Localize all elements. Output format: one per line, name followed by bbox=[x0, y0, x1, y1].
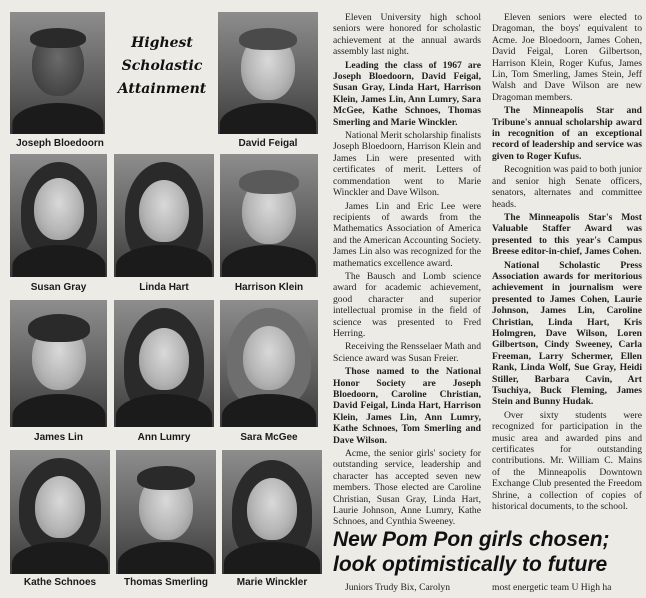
portrait-photo bbox=[10, 154, 107, 277]
student-name: James Lin bbox=[34, 432, 83, 443]
article-paragraph: Receiving the Rensselaer Math and Science award was Susan Freier. bbox=[333, 341, 481, 364]
article-paragraph: Recognition was paid to both junior and senior high Senate officers, senators, alternates and committee heads. bbox=[492, 164, 642, 210]
student-name: Marie Winckler bbox=[236, 577, 308, 588]
student-name: Harrison Klein bbox=[234, 282, 304, 293]
student-name: Joseph Bloedoorn bbox=[16, 138, 104, 149]
section-title bbox=[112, 32, 212, 101]
story-lead-left: Juniors Trudy Bix, Carolyn bbox=[345, 582, 451, 593]
article-paragraph: Over sixty students were recognized for participation in the music area and awarded pins and certificates for outstanding contributions. Mr. William C. Mains of the Minneapolis Downtown Exchange Club presented the Freedom Shrine, a collection of copies of historical documents, to the school. bbox=[492, 409, 642, 513]
student-name: Ann Lumry bbox=[137, 432, 191, 443]
portrait-photo bbox=[10, 450, 110, 574]
article-paragraph: The Minneapolis Star's Most Valuable Staffer Award was presented to this year's Campus Breese editor-in-chief, James Cohen. bbox=[492, 211, 642, 258]
article-paragraph: Those named to the National Honor Society are Joseph Bloedoorn, Caroline Christian, David Feigal, Linda Hart, Harrison Klein, James Lin, Ann Lumry, Kathe Schnoes, Tom Smerling and Dave Wilson. bbox=[333, 366, 481, 446]
student-name: Susan Gray bbox=[30, 282, 87, 293]
headline-line: look optimistically to future bbox=[333, 553, 608, 576]
student-name: Sara McGee bbox=[240, 432, 298, 443]
portrait-photo bbox=[218, 12, 318, 134]
article-paragraph: The Minneapolis Star and Tribune's annual scholarship award in recognition of an exceptional record of leadership and service was given to Roger Kufus. bbox=[492, 105, 642, 162]
article-column-2 bbox=[492, 12, 642, 514]
portrait-photo bbox=[114, 154, 214, 277]
portrait-photo bbox=[220, 154, 318, 277]
portrait-photo bbox=[222, 450, 322, 574]
student-name: Kathe Schnoes bbox=[23, 577, 97, 588]
article-paragraph: Leading the class of 1967 are Joseph Bloedoorn, David Feigal, Susan Gray, Linda Hart, Harrison Klein, James Lin, Ann Lumry, Sara McGee, Kathe Schnoes, Thomas Smerling and Marie Winckler. bbox=[333, 59, 481, 128]
article-paragraph: National Merit scholarship finalists Joseph Bloedoorn, Harrison Klein and James Lin were presented with certificates of merit. Letters of commendation went to Marie Winckler and Dave Wilson. bbox=[333, 130, 481, 199]
portrait-photo bbox=[114, 300, 214, 427]
portrait-photo bbox=[220, 300, 318, 427]
student-name: Thomas Smerling bbox=[124, 577, 208, 588]
article-paragraph: Acme, the senior girls' society for outstanding service, leadership and character has accepted seven new members. Those elected are Caroline Christian, Susan Gray, Linda Hart, Laurie Johnson, Anne Lumry, Kathe Schnoes, and Cynthia Sweeney. bbox=[333, 448, 481, 528]
portrait-photo bbox=[10, 300, 107, 427]
student-name: Linda Hart bbox=[139, 282, 189, 293]
title-line: Highest bbox=[131, 35, 193, 51]
article-paragraph: James Lin and Eric Lee were recipients of awards from the Mathematics Association of America and the American Accounting Society. James Lin also was recognized for the mathematics excellence award. bbox=[333, 200, 481, 269]
title-line: Attainment bbox=[117, 81, 207, 97]
student-name: David Feigal bbox=[238, 138, 298, 149]
title-line: Scholastic bbox=[121, 58, 203, 74]
article-paragraph: Eleven University high school seniors were honored for scholastic achievement at the annual awards assembly last night. bbox=[333, 12, 481, 58]
headline-line: New Pom Pon girls chosen; bbox=[333, 528, 610, 551]
article-paragraph: National Scholastic Press Association awards for meritorious achievement in journalism were presented to James Cohen, Laurie Johnson, James Lin, Caroline Christian, Linda Hart, Kris Holmgren, Dave Wilson, Loren Gilbertson, Cindy Sweeney, Carla Freeman, Larry Schermer, Ellen Rank, Linda Wolf, Sue Gray, Heidi Stiller, Barbara Cavin, Art Tsuchiya, Buck Fleming, James Stein and Bunny Hudak. bbox=[492, 259, 642, 408]
article-paragraph: The Bausch and Lomb science award for academic achievement, good character and superior intellectual promise in the field of science was presented to Fred Herring. bbox=[333, 270, 481, 339]
portrait-photo bbox=[116, 450, 216, 574]
story-lead-right: most energetic team U High ha bbox=[492, 582, 612, 593]
article-column-1 bbox=[333, 12, 481, 530]
portrait-photo bbox=[10, 12, 105, 134]
article-paragraph: Eleven seniors were elected to Dragoman, the boys' equivalent to Acme. Joe Bloedoorn, James Cohen, David Feigal, Loren Gilbertson, Harrison Klein, Roger Kufus, James Lin, Tom Smerling, James Stein, Jeff Walsh and Dave Wilson are new Dragoman members. bbox=[492, 12, 642, 103]
story-headline bbox=[333, 527, 645, 577]
